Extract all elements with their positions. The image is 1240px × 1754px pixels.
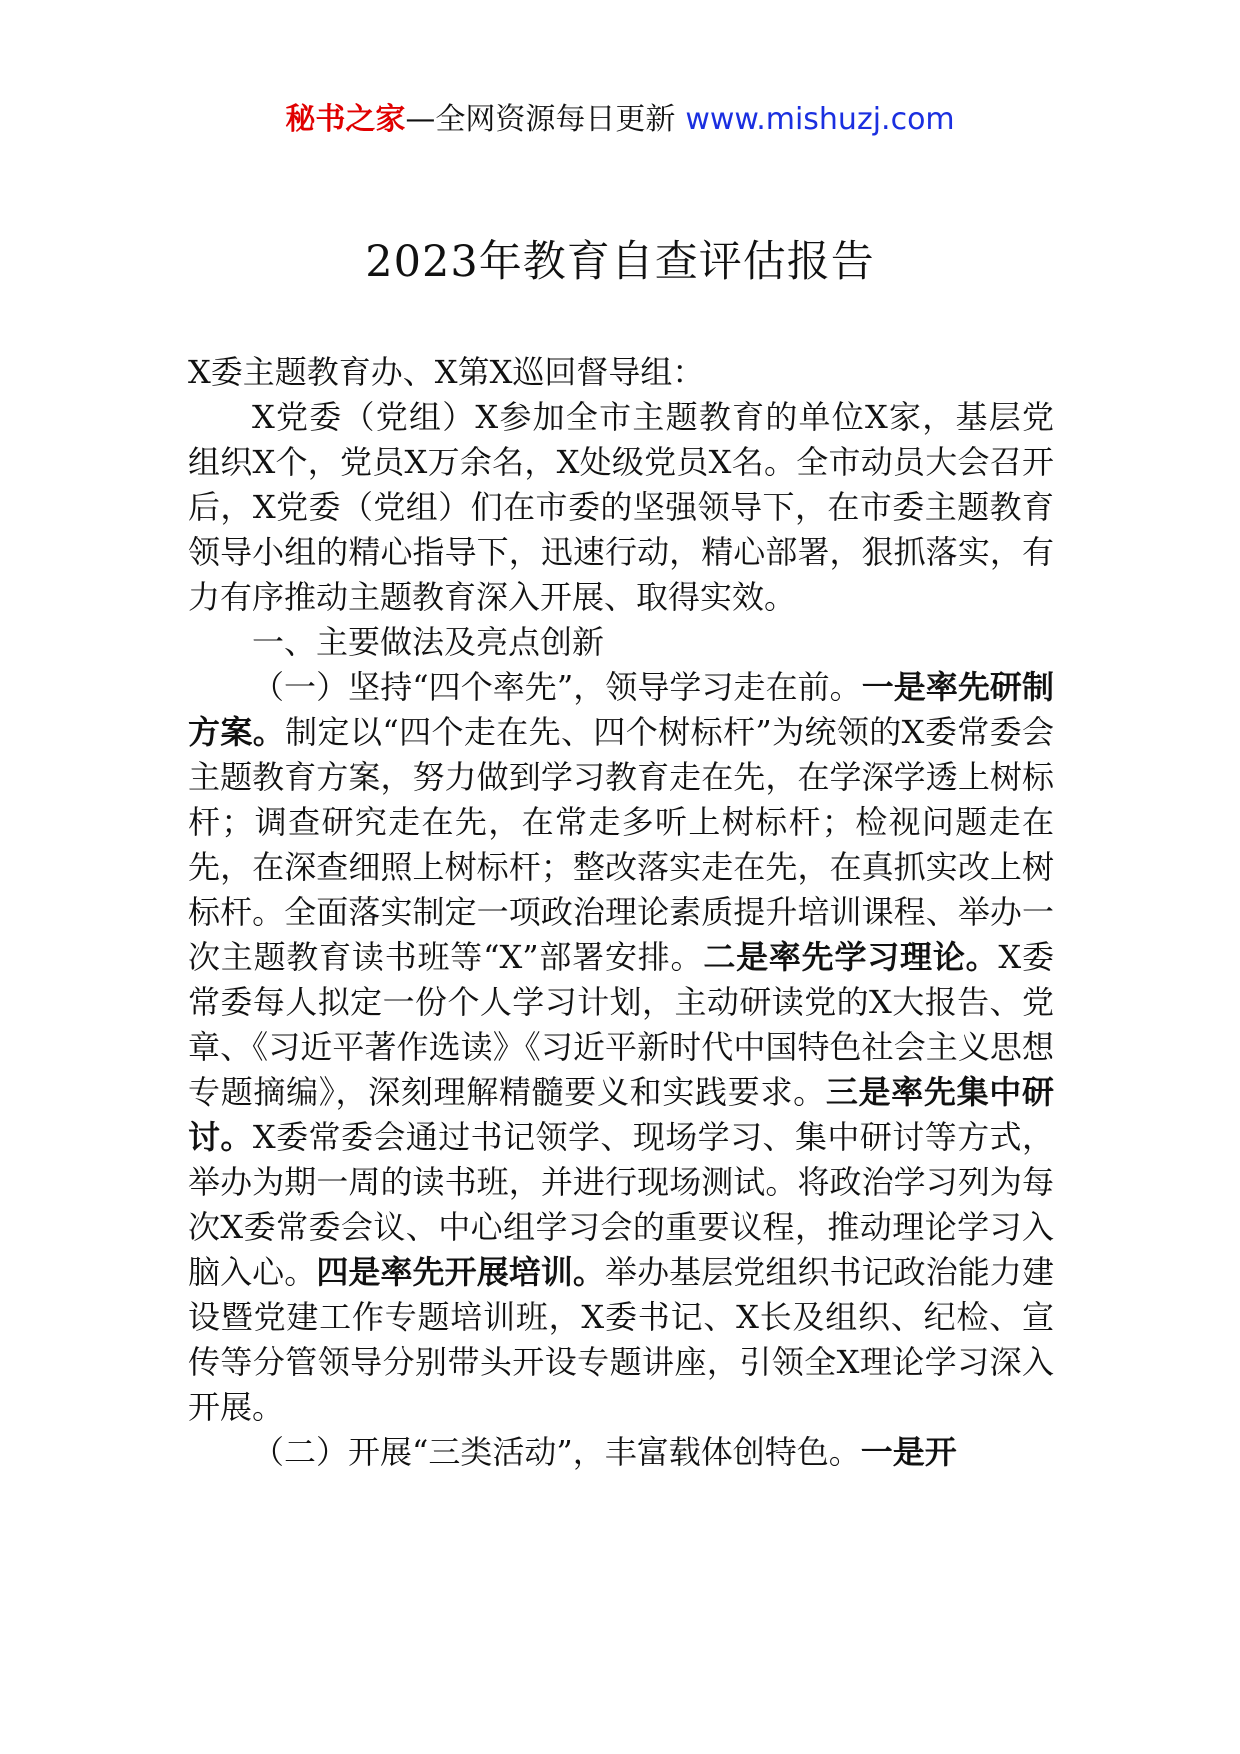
document-body bbox=[188, 350, 1054, 1475]
watermark-slogan: —全网资源每日更新 bbox=[405, 102, 676, 137]
document-title: 2023年教育自查评估报告 bbox=[365, 237, 875, 287]
salutation: X委主题教育办、X第X巡回督导组： bbox=[188, 353, 705, 391]
point-3-text: X委常委会通过书记领学、现场学习、集中研讨等方式，举办为期一周的读书班，并进行现场测试。将政治学习列为每次X委常委会议、中心组学习会的重要议程，推动理论学习入脑入心。 bbox=[188, 1118, 1054, 1291]
watermark-brand: 秘书之家 bbox=[285, 102, 406, 137]
subsection-2-paragraph bbox=[188, 1430, 1054, 1475]
subsection-1-paragraph bbox=[188, 665, 1054, 1430]
point-2-text: X委常委每人拟定一份个人学习计划，主动研读党的X大报告、党章、《习近平著作选读》《习近平新时代中国特色社会主义思想专题摘编》，深刻理解精髓要义和实践要求。 bbox=[188, 938, 1054, 1111]
watermark-header bbox=[0, 100, 1240, 140]
intro-paragraph: X党委（党组）X参加全市主题教育的单位X家，基层党组织X个，党员X万余名，X处级党员X名。全市动员大会召开后，X党委（党组）们在市委的坚强领导下，在市委主题教育领导小组的精心指导下，迅速行动，精心部署，狠抓落实，有力有序推动主题教育深入开展、取得实效。 bbox=[188, 398, 1054, 616]
subsection-2-point-1-heading: 一是开 bbox=[860, 1433, 957, 1471]
section-heading: 一、主要做法及亮点创新 bbox=[252, 623, 605, 661]
subsection-2-lead: （二）开展“三类活动”，丰富载体创特色。 bbox=[252, 1433, 861, 1471]
watermark-url[interactable]: www.mishuzj.com bbox=[685, 102, 955, 137]
point-1-text: 制定以“四个走在先、四个树标杆”为统领的X委常委会主题教育方案，努力做到学习教育走在先，在学深学透上树标杆；调查研究走在先，在常走多听上树标杆；检视问题走在先，在深查细照上树标杆；整改落实走在先，在真抓实改上树标杆。全面落实制定一项政治理论素质提升培训课程、举办一次主题教育读书班等“X”部署安排。 bbox=[188, 713, 1054, 976]
point-4-heading: 四是率先开展培训。 bbox=[316, 1253, 605, 1291]
point-3-heading: 三是率先集中研讨。 bbox=[188, 1073, 1054, 1156]
point-2-heading: 二是率先学习理论。 bbox=[703, 938, 999, 976]
point-4-text: 举办基层党组织书记政治能力建设暨党建工作专题培训班，X委书记、X长及组织、纪检、宣传等分管领导分别带头开设专题讲座，引领全X理论学习深入开展。 bbox=[188, 1253, 1054, 1426]
subsection-1-lead: （一）坚持“四个率先”，领导学习走在前。 bbox=[252, 668, 862, 706]
point-1-heading: 一是率先研制方案。 bbox=[188, 668, 1054, 751]
